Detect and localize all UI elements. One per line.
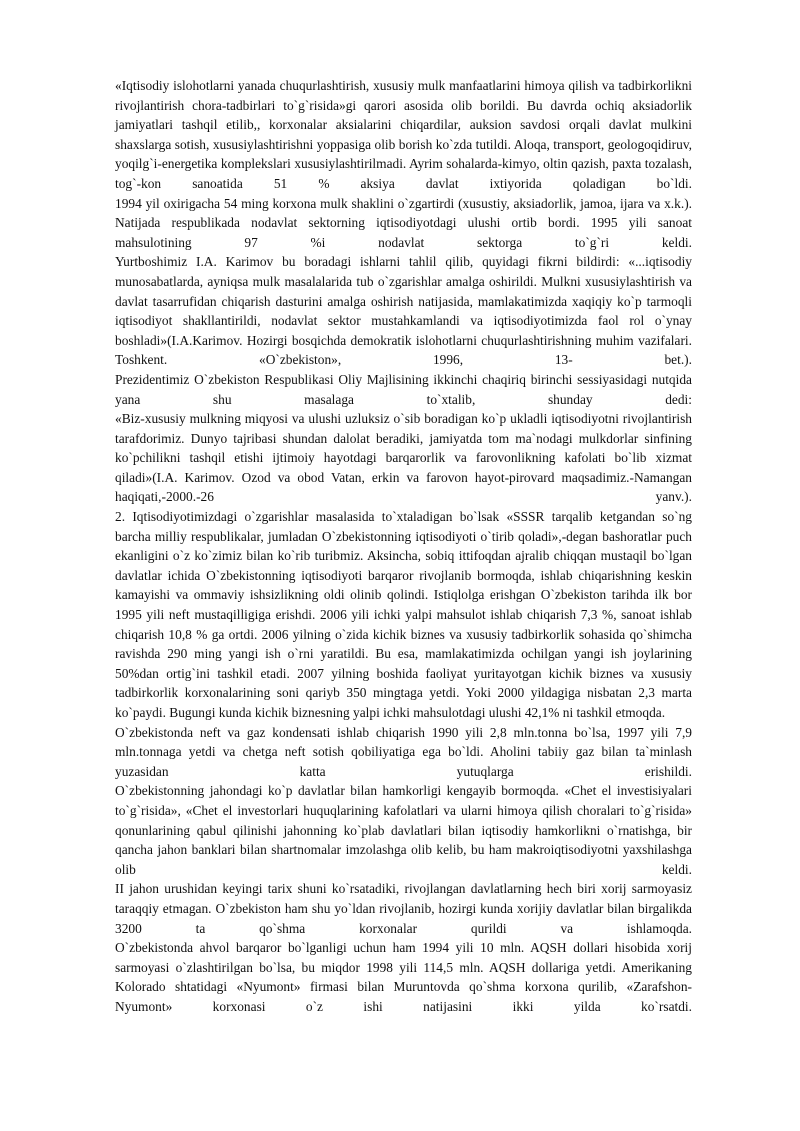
paragraph: 2. Iqtisodiyotimizdagi o`zgarishlar masalasida to`xtaladigan bo`lsak «SSSR tarqalib ketgandan so`ng barcha milliy respublikalar, jumladan O`zbekistonning iqtisodiyoti o`tirib qoladi»,-degan bashoratlar puch ekanligini o`z ko`zimiz bilan ko`rib turibmiz. Aksincha, sobiq ittifoqdan ajralib chiqqan mustaqil bo`lgan davlatlar ichida O`zbekistonning iqtisodiyoti barqaror rivojlanib bormoqda, ishlab chiqarishning keskin kamayishi va ommaviy ishsizlikning oldi olinib qolindi. Istiqlolga erishgan O`zbekiston tarihda ilk bor 1995 yili neft mustaqilligiga erishdi. 2006 yili ichki yalpi mahsulot ishlab chiqarish 7,3 %, sanoat ishlab chiqarish 10,8 % ga ortdi. 2006 yilning o`zida kichik biznes va xususiy tadbirkorlik sohasida qo`shimcha ravishda 290 ming yangi ish o`rni yaratildi. Bu esa, mamlakatimizda ochilgan yangi ish joylarining 50%dan ortig`ini tashkil etadi. 2007 yilning boshida faoliyat yuritayotgan kichik biznes va xususiy tadbirkorlik korxonalarining soni qariyb 350 mingtaga yetdi. Yoki 2000 yildagiga nisbatan 2,3 marta ko`paydi. Bugungi kunda kichik biznesning yalpi ichki mahsulotdagi ulushi 42,1% ni tashkil etmoqda. <box>115 509 692 720</box>
paragraph: «Biz-xususiy mulkning miqyosi va ulushi uzluksiz o`sib boradigan ko`p ukladli iqtisodiyotni rivojlantirish tarafdorimiz. Dunyo tajribasi shundan dalolat beradiki, jamiyatda tom ma`nodagi mulkdorlar sinfining ko`pchilikni tashqil etishi ijtimoiy hayotdagi barqarorlik va farovonlikning kafolati bo`lib xizmat qiladi»(I.A. Karimov. Ozod va obod Vatan, erkin va farovon hayot-pirovard maqsadimiz.-Namangan haqiqati,-2000.-26 yanv.). <box>115 411 692 505</box>
paragraph: O`zbekistonda neft va gaz kondensati ishlab chiqarish 1990 yili 2,8 mln.tonna bo`lsa, 1997 yili 7,9 mln.tonnaga yetdi va chetga neft sotish qobiliyatiga ega bo`ldi. Aholini tabiiy gaz bilan ta`minlash yuzasidan katta yutuqlarga erishildi. <box>115 724 692 779</box>
paragraph: Prezidentimiz O`zbekiston Respublikasi Oliy Majlisining ikkinchi chaqiriq birinchi sessiyasidagi nutqida yana shu masalaga to`xtalib, shunday dedi: <box>115 371 692 407</box>
paragraph: 1994 yil oxirigacha 54 ming korxona mulk shaklini o`zgartirdi (xusustiy, aksiadorlik, jamoa, ijara va x.k.). Natijada respublikada nodavlat sektorning iqtisodiyotdagi ulushi ortib bordi. 1995 yili sanoat mahsulotining 97 %i nodavlat sektorga to`g`ri keldi. <box>115 195 692 250</box>
paragraph: Yurtboshimiz I.A. Karimov bu boradagi ishlarni tahlil qilib, quyidagi fikrni bildirdi: «...iqtisodiy munosabatlarda, ayniqsa mulk masalalarida tub o`zgarishlar amalga oshirildi. Mulkni xususiylashtirish va davlat tasarrufidan chiqarish dasturini amalga oshirish natijasida, mamlakatimizda xaqiqiy ko`p tarmoqli iqtisodiyot shakllantirildi, nodavlat sektor mustahkamlandi va iqtisodiyotimizda faol rol o`ynay boshladi»(I.A.Karimov. Hozirgi bosqichda demokratik islohotlarni chuqurlashtirishning muhim vazifalari. Toshkent. «O`zbekiston», 1996, 13- bet.). <box>115 254 692 368</box>
paragraph: O`zbekistonning jahondagi ko`p davlatlar bilan hamkorligi kengayib bormoqda. «Chet el investisiyalari to`g`risida», «Chet el investorlari huquqlarining kafolatlari va ularni himoya qilish choralari to`g`risida» qonunlarining qabul qilinishi jahonning ko`plab davlatlari bilan iqtisodiy hamkorlikni o`rnatishga, bir qancha jahon banklari bilan shartnomalar imzolashga olib kelib, bu ham makroiqtisodiyotni yaxshilashga olib keldi. <box>115 783 692 877</box>
paragraph: O`zbekistonda ahvol barqaror bo`lganligi uchun ham 1994 yili 10 mln. AQSH dollari hisobida xorij sarmoyasi o`zlashtirilgan bo`lsa, bu miqdor 1998 yili 114,5 mln. AQSH dollariga yetdi. Amerikaning Kolorado shtatidagi «Nyumont» firmasi bilan Muruntovda qo`shma korxona qurilib, «Zarafshon-Nyumont» korxonasi o`z ishi natijasini ikki yilda ko`rsatdi. <box>115 940 692 1014</box>
document-body <box>115 76 692 1017</box>
paragraph: II jahon urushidan keyingi tarix shuni ko`rsatadiki, rivojlangan davlatlarning hech biri xorij sarmoyasiz taraqqiy etmagan. O`zbekiston ham shu yo`ldan rivojlanib, hozirgi kunda xorijiy davlatlar bilan birgalikda 3200 ta qo`shma korxonalar qurildi va ishlamoqda. <box>115 881 692 936</box>
paragraph: «Iqtisodiy islohotlarni yanada chuqurlashtirish, xususiy mulk manfaatlarini himoya qilish va tadbirkorlikni rivojlantirish chora-tadbirlari to`g`risida»gi qarori asosida olib borildi. Bu davrda ochiq aksiadorlik jamiyatlari tashqil etilib,, korxonalar aksialarini chiqardilar, auksion savdosi orqali davlat mulkini shaxslarga sotish, xususiylashtirishni yoppasiga olib borish ko`zda tutildi. Aloqa, transport, geologoqidiruv, yoqilg`i-energetika komplekslari xususiylashtirilmadi. Ayrim sohalarda-kimyo, oltin qazish, paxta tozalash, tog`-kon sanoatida 51 % aksiya davlat ixtiyorida qoladigan bo`ldi. <box>115 78 692 191</box>
